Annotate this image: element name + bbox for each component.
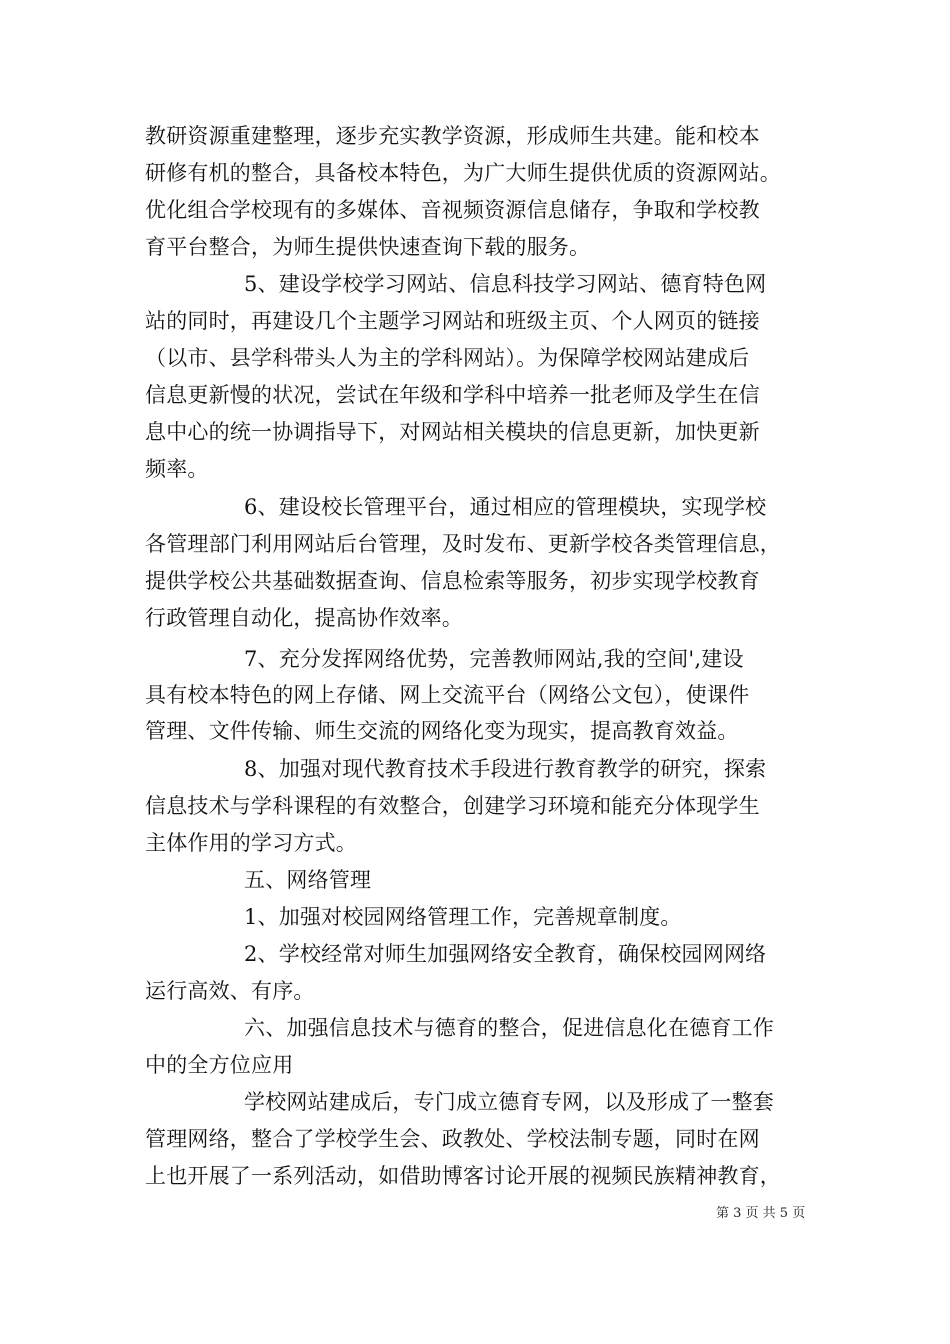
body-line: 主体作用的学习方式。 [145,831,357,855]
body-line: 站的同时，再建设几个主题学习网站和班级主页、个人网页的链接 [145,309,760,333]
body-line: 提供学校公共基础数据查询、信息检索等服务，初步实现学校教育 [145,569,760,593]
page-number-footer: 第 3 页 共 5 页 [716,1206,806,1221]
body-line: 频率。 [145,457,209,481]
body-line: 上也开展了一系列活动，如借助博客讨论开展的视频民族精神教育， [145,1164,781,1188]
body-line: 优化组合学校现有的多媒体、音视频资源信息储存，争取和学校教 [145,198,760,222]
body-line: 信息更新慢的状况，尝试在年级和学科中培养一批老师及学生在信 [145,383,760,407]
paragraph-item-5: 5、建设学校学习网站、信息科技学习网站、德育特色网 [244,272,767,296]
body-line: 中的全方位应用 [145,1053,294,1077]
paragraph-start: 学校网站建成后，专门成立德育专网，以及形成了一整套 [244,1090,774,1114]
paragraph-item-2: 2、学校经常对师生加强网络安全教育，确保校园网网络 [244,942,767,966]
section-heading-moral-education: 六、加强信息技术与德育的整合，促进信息化在德育工作 [244,1016,774,1040]
paragraph-item-8: 8、加强对现代教育技术手段进行教育教学的研究，探索 [244,757,767,781]
body-line: 管理网络，整合了学校学生会、政教处、学校法制专题，同时在网 [145,1127,760,1151]
body-line: 各管理部门利用网站后台管理，及时发布、更新学校各类管理信息， [145,532,781,556]
section-heading-network-management: 五、网络管理 [244,868,372,892]
body-line: （以市、县学科带头人为主的学科网站）。为保障学校网站建成后 [145,346,750,370]
body-line: 管理、文件传输、师生交流的网络化变为现实，提高教育效益。 [145,719,739,743]
body-line: 信息技术与学科课程的有效整合，创建学习环境和能充分体现学生 [145,794,760,818]
body-line: 运行高效、有序。 [145,979,315,1003]
body-line: 研修有机的整合，具备校本特色，为广大师生提供优质的资源网站。 [145,161,781,185]
body-line: 息中心的统一协调指导下，对网站相关模块的信息更新，加快更新 [145,420,760,444]
body-line: 具有校本特色的网上存储、网上交流平台（网络公文包），使课件 [145,683,750,707]
body-line: 行政管理自动化，提高协作效率。 [145,606,463,630]
paragraph-item-6: 6、建设校长管理平台，通过相应的管理模块，实现学校 [244,495,767,519]
paragraph-item-1: 1、加强对校园网络管理工作，完善规章制度。 [244,905,682,929]
body-line: 教研资源重建整理，逐步充实教学资源，形成师生共建。能和校本 [145,124,760,148]
body-line: 育平台整合，为师生提供快速查询下载的服务。 [145,235,591,259]
paragraph-item-7: 7、充分发挥网络优势，完善教师网站,我的空间',建设 [244,647,744,671]
